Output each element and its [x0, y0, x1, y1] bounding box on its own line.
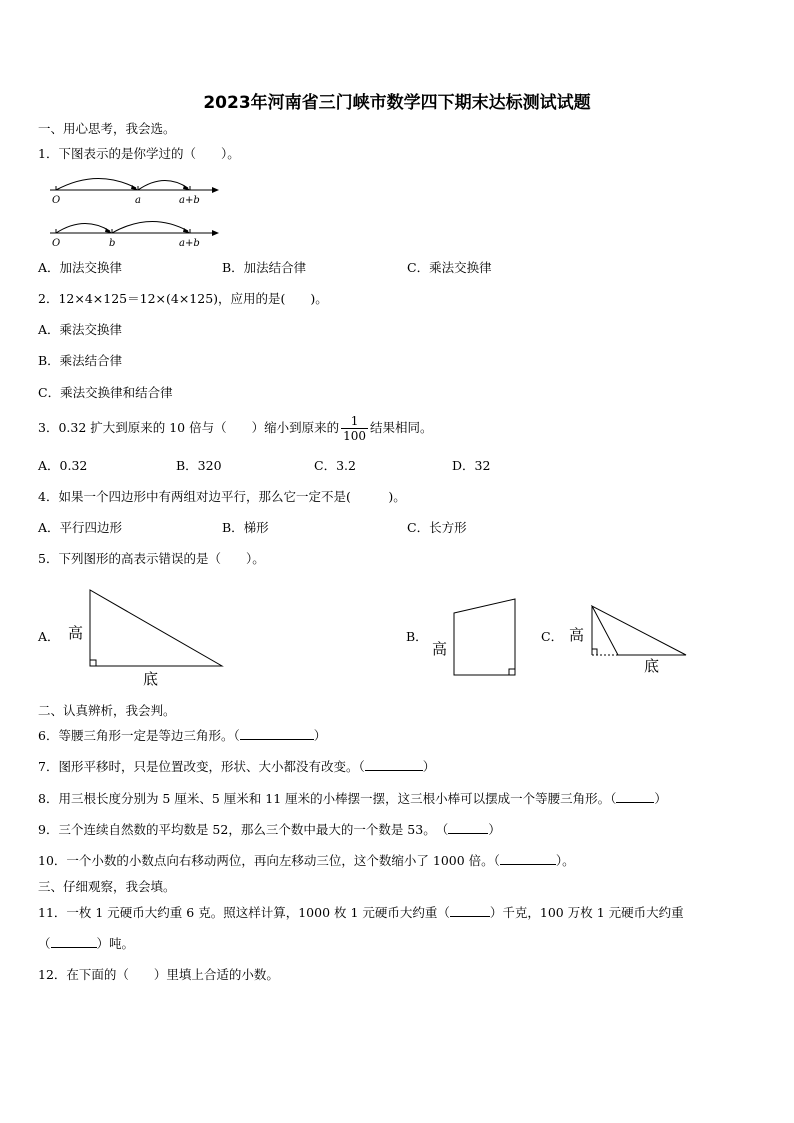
question-3-option-c[interactable]: C．3.2	[314, 458, 356, 473]
question-11-text: 11．一枚 1 元硬币大约重 6 克。照这样计算，1000 枚 1 元硬币大约重（	[38, 905, 450, 920]
right-angle-mark-a	[90, 660, 96, 666]
arc-1a	[56, 178, 136, 190]
right-angle-mark-c	[592, 649, 597, 655]
question-10-close: ）。	[555, 853, 575, 868]
label-o-2: O	[52, 238, 61, 249]
answer-blank-11b[interactable]	[51, 936, 97, 948]
question-1-stem: 1．下图表示的是你学过的（ ）。	[38, 146, 240, 161]
page-title: 2023年河南省三门峡市数学四下期末达标测试试题	[203, 93, 591, 113]
label-base-c: 底	[644, 657, 660, 675]
answer-blank-10[interactable]	[500, 853, 556, 865]
figure-c-obtuse-triangle	[566, 600, 691, 678]
fraction	[341, 414, 368, 443]
section-heading-1: 一、用心思考，我会选。	[38, 121, 176, 136]
question-6	[38, 728, 326, 744]
arc-2b-arrow	[183, 228, 190, 233]
fraction-denominator: 100	[343, 428, 367, 443]
question-4-stem: 4．如果一个四边形中有两组对边平行，那么它一定不是( )。	[38, 489, 406, 504]
question-9	[38, 822, 501, 838]
question-3-option-a[interactable]: A．0.32	[38, 458, 88, 473]
label-o-1: O	[52, 195, 61, 206]
question-11-mid: ）千克，100 万枚 1 元硬币大约重	[489, 905, 684, 920]
answer-blank-9[interactable]	[448, 822, 488, 834]
question-8-text: 8．用三根长度分别为 5 厘米、5 厘米和 11 厘米的小棒摆一摆，这三根小棒可以摆成一个等腰三角形。（	[38, 791, 617, 806]
question-6-text: 6．等腰三角形一定是等边三角形。（	[38, 728, 240, 743]
question-7-text: 7．图形平移时，只是位置改变，形状、大小都没有改变。（	[38, 759, 365, 774]
number-line-diagram	[40, 168, 230, 250]
question-3-post: 结果相同。	[370, 420, 433, 435]
question-11-line-2	[38, 936, 134, 952]
question-2-stem: 2．12×4×125＝12×(4×125)，应用的是( )。	[38, 291, 328, 306]
question-11-line2-close: ）吨。	[96, 936, 135, 951]
label-b-2: b	[109, 238, 116, 249]
question-7-close: ）	[422, 759, 436, 774]
question-10-text: 10．一个小数的小数点向右移动两位，再向左移动三位，这个数缩小了 1000 倍。（	[38, 853, 500, 868]
question-5-option-c[interactable]: C．	[541, 629, 564, 644]
question-5-option-a[interactable]: A．	[38, 629, 60, 644]
triangle-a	[90, 590, 222, 666]
right-angle-mark-b	[509, 669, 515, 675]
arc-1b-arrow	[183, 185, 190, 190]
question-9-close: ）	[488, 822, 501, 837]
section-heading-2: 二、认真辨析，我会判。	[38, 703, 176, 718]
arc-2a	[56, 223, 110, 233]
question-8	[38, 791, 667, 807]
arc-1a-arrow	[131, 185, 138, 190]
question-5-stem: 5．下列图形的高表示错误的是（ ）。	[38, 551, 265, 566]
question-8-close: ）	[654, 791, 667, 806]
label-base-a: 底	[143, 670, 159, 688]
question-3-stem	[38, 410, 433, 446]
question-1-option-b[interactable]: B．加法结合律	[222, 260, 307, 275]
figure-b-quadrilateral	[428, 595, 523, 681]
question-4-option-c[interactable]: C．长方形	[407, 520, 467, 535]
triangle-c	[592, 606, 686, 655]
figure-a-right-triangle	[60, 585, 230, 690]
question-3-option-b[interactable]: B．320	[176, 458, 222, 473]
label-end-1: a+b	[179, 195, 200, 206]
number-line-2-arrow	[212, 230, 219, 236]
arc-1b	[138, 180, 188, 190]
section-heading-3: 三、仔细观察，我会填。	[38, 879, 176, 894]
answer-blank-7[interactable]	[365, 759, 423, 771]
question-1-option-a[interactable]: A．加法交换律	[38, 260, 123, 275]
question-12-stem: 12．在下面的（ ）里填上合适的小数。	[38, 967, 279, 982]
label-height-c: 高	[569, 626, 585, 644]
answer-blank-6[interactable]	[240, 728, 314, 740]
question-5-option-b[interactable]: B．	[406, 629, 428, 644]
arc-2a-arrow	[105, 228, 112, 233]
question-4-option-b[interactable]: B．梯形	[222, 520, 269, 535]
question-2-option-b[interactable]: B．乘法结合律	[38, 353, 123, 368]
label-height-b: 高	[432, 640, 448, 658]
question-9-text: 9．三个连续自然数的平均数是 52，那么三个数中最大的一个数是 53。 （	[38, 822, 449, 837]
question-3-pre: 3．0.32 扩大到原来的 10 倍与（ ）缩小到原来的	[38, 420, 340, 435]
question-11-line2-open: （	[38, 936, 51, 951]
question-2-option-c[interactable]: C．乘法交换律和结合律	[38, 385, 173, 400]
number-line-1-arrow	[212, 187, 219, 193]
label-height-a: 高	[68, 624, 84, 642]
label-a-1: a	[135, 195, 141, 206]
question-1-option-c[interactable]: C．乘法交换律	[407, 260, 492, 275]
answer-blank-11a[interactable]	[450, 905, 490, 917]
answer-blank-8[interactable]	[616, 791, 654, 803]
question-6-close: ）	[313, 728, 327, 743]
quadrilateral-b	[454, 599, 515, 675]
fraction-numerator: 1	[341, 414, 368, 429]
label-end-2: a+b	[179, 238, 200, 249]
arc-2b	[112, 221, 188, 233]
question-2-option-a[interactable]: A．乘法交换律	[38, 322, 123, 337]
question-4-option-a[interactable]: A．平行四边形	[38, 520, 123, 535]
question-11-line-1	[38, 905, 684, 921]
question-3-option-d[interactable]: D．32	[452, 458, 491, 473]
question-7	[38, 759, 435, 775]
question-10	[38, 853, 575, 869]
